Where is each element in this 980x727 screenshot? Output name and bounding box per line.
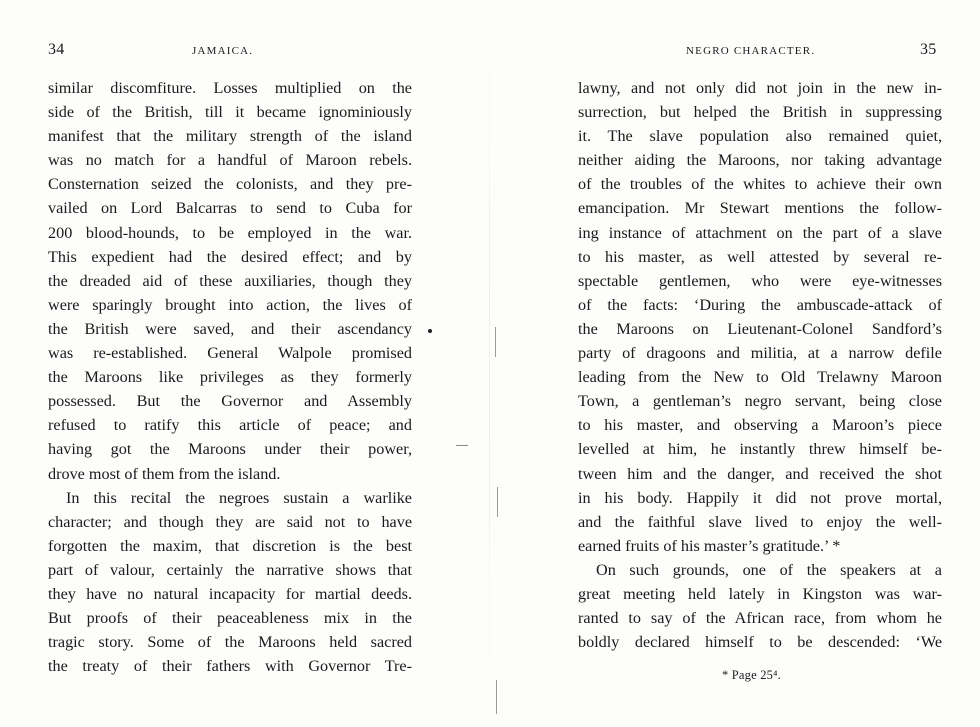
gutter-shadow [489,0,490,727]
left-page-body [48,76,412,678]
text-line: This expedient had the desired effect; and by [48,247,412,266]
right-page [500,0,980,727]
text-line: emancipation. Mr Stewart mentions the follow- [578,199,942,218]
text-line: neither aiding the Maroons, nor taking advantage [578,151,942,170]
text-line: in his body. Happily it did not prove mortal, [578,488,942,507]
text-line: of the troubles of the whites to achieve their own [578,175,942,194]
text-line: character; and though they are said not to have [48,512,412,531]
gutter-mark [495,327,496,357]
text-line: drove most of them from the island. [48,464,281,483]
text-line: Town, a gentleman’s negro servant, being close [578,392,942,411]
text-line: side of the British, till it became ignominiously [48,103,412,122]
text-line-paragraph-start: In this recital the negroes sustain a warlike [66,488,412,507]
text-line: the Maroons on Lieutenant-Colonel Sandford’s [578,319,942,338]
text-line: were sparingly brought into action, the lives of [48,295,412,314]
text-line: surrection, but helped the British in suppressing [578,103,942,122]
text-line-paragraph-start: On such grounds, one of the speakers at a [596,560,942,579]
text-line: forgotten the maxim, that discretion is the best [48,536,412,555]
text-line: having got the Maroons under their power, [48,440,412,459]
text-line: ranted to say of the African race, from whom he [578,609,942,628]
text-line: ing instance of attachment on the part of a slave [578,223,942,242]
text-line: vailed on Lord Balcarras to send to Cuba for [48,199,412,218]
text-line: was re-established. General Walpole promised [48,344,412,363]
text-line: possessed. But the Governor and Assembly [48,392,412,411]
text-line: part of valour, certainly the narrative shows that [48,560,412,579]
gutter-mark [496,680,497,714]
text-line: similar discomfiture. Losses multiplied on the [48,79,412,97]
footnote: * Page 25⁴. [722,668,781,682]
text-line: was no match for a handful of Maroon rebels. [48,151,412,170]
right-running-head: NEGRO CHARACTER. [686,45,816,57]
text-line: earned fruits of his master’s gratitude.’ * [578,536,841,555]
right-page-number: 35 [920,41,937,58]
text-line: party of dragoons and militia, at a narrow defile [578,344,942,363]
text-line: to his master, as well attested by several re- [578,247,942,266]
text-line: of the facts: ‘During the ambuscade-attack of [578,295,942,314]
text-line: manifest that the military strength of the island [48,127,412,146]
left-page [0,0,470,727]
text-line: they have no natural incapacity for martial deeds. [48,584,412,603]
text-line: to his master, and observing a Maroon’s piece [578,416,942,435]
text-line: lawny, and not only did not join in the new in- [578,79,942,97]
text-line: refused to ratify this article of peace; and [48,416,412,435]
left-running-head: JAMAICA. [192,45,254,57]
text-line: But proofs of their peaceableness mix in the [48,609,412,628]
text-line: and the faithful slave lived to enjoy the well- [578,512,942,531]
gutter-mark [497,487,498,517]
text-line: the Maroons like privileges as they formerly [48,368,412,387]
text-line: it. The slave population also remained quiet, [578,127,942,146]
text-line: Consternation seized the colonists, and they pre- [48,175,412,194]
text-line: leading from the New to Old Trelawny Maroon [578,368,942,387]
text-line: the British were saved, and their ascendancy [48,319,412,338]
text-line: tween him and the danger, and received the shot [578,464,942,483]
text-line: the treaty of their fathers with Governor Tre- [48,657,412,676]
text-line: 200 blood-hounds, to be employed in the war. [48,223,412,242]
right-page-body [578,76,942,654]
text-line: great meeting held lately in Kingston was war- [578,584,942,603]
text-line: tragic story. Some of the Maroons held sacred [48,633,412,652]
left-page-number: 34 [48,41,65,58]
text-line: levelled at him, he instantly threw himself be- [578,440,942,459]
text-line: spectable gentlemen, who were eye-witnesses [578,271,942,290]
text-line: the dreaded aid of these auxiliaries, though they [48,271,412,290]
text-line: boldly declared himself to be descended: ‘We [578,633,942,652]
